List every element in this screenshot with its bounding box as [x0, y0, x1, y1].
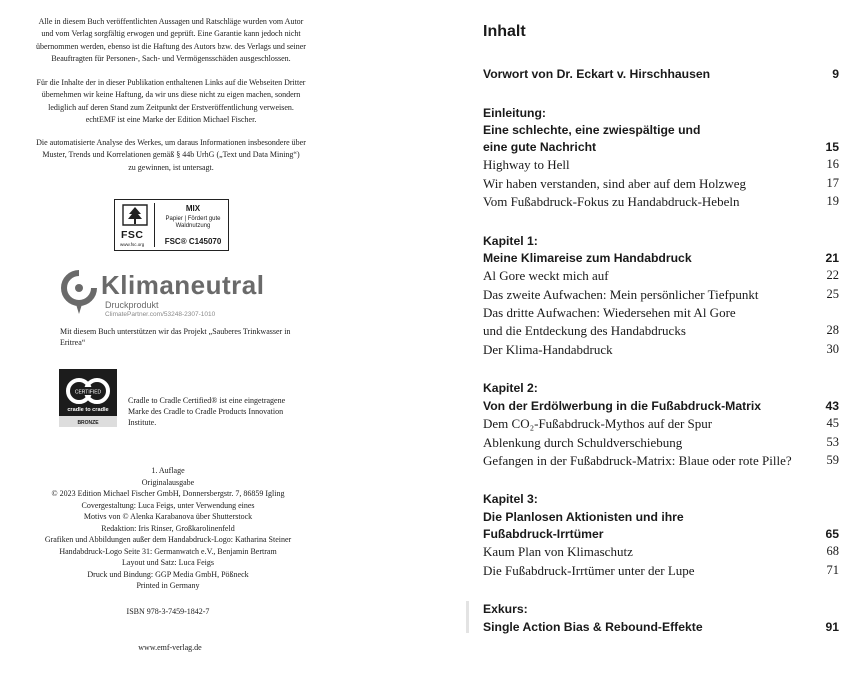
toc-entry-page: 59: [826, 453, 839, 467]
toc-entry-title: Single Action Bias & Rebound-Effekte: [483, 620, 703, 634]
c2c-trademark-note: Cradle to Cradle Certified® ist eine eingetragene Marke des Cradle to Cradle Products Innovation Institute.: [128, 396, 286, 427]
toc-entry: [483, 323, 839, 341]
toc-entry-title: Kapitel 3:: [483, 492, 538, 506]
klimaneutral-title: Klimaneutral: [101, 270, 265, 300]
credit-line: Printed in Germany: [136, 581, 200, 590]
toc-entry-title: Das dritte Aufwachen: Wiedersehen mit Al Gore: [483, 305, 736, 320]
toc-entry-title: Kapitel 2:: [483, 381, 538, 395]
toc-entry: [483, 492, 839, 510]
fsc-label: FSC: [121, 229, 144, 241]
credit-line: Druck und Bindung: GGP Media GmbH, Pößneck: [87, 569, 249, 579]
c2c-certified-label: CERTIFIED: [74, 389, 102, 396]
text-line: Muster, Trends und Korrelationen gemäß § 44b UrhG („Text und Data Mining“): [42, 150, 300, 160]
toc-entry-page: 19: [826, 194, 839, 208]
toc-entry: [483, 602, 839, 620]
toc-entry-title: Die Planlosen Aktionisten und ihre: [483, 510, 684, 524]
toc-page: [470, 0, 844, 675]
toc-entry-title: Die Fußabdruck-Irrtümer unter der Lupe: [483, 563, 695, 578]
fsc-tree-icon: [120, 203, 150, 227]
toc-entry: [483, 399, 839, 417]
publisher-website: www.emf-verlag.de: [138, 643, 202, 652]
toc-entry-page: 15: [825, 140, 839, 154]
fsc-code: FSC® C145070: [164, 237, 222, 246]
toc-entry-page: 9: [832, 67, 839, 81]
toc-entry-page: 25: [826, 287, 839, 301]
credit-line: Originalausgabe: [141, 477, 195, 487]
toc-entry-page: 45: [826, 416, 839, 430]
toc-entry: [483, 67, 839, 85]
toc-entry-title: und die Entdeckung des Handabdrucks: [483, 323, 686, 338]
toc-entry-page: 28: [826, 323, 839, 337]
cradle-to-cradle-logo: [59, 369, 117, 427]
toc-entry: [483, 453, 839, 471]
toc-entry-page: 16: [826, 157, 839, 171]
fsc-logo: [114, 199, 229, 251]
climate-partner-url: ClimatePartner.com/53248-2307-1010: [105, 311, 216, 318]
text-line: echtEMF ist eine Marke der Edition Michael Fischer.: [85, 114, 257, 124]
toc-entry: [483, 194, 839, 212]
toc-entry: [483, 342, 839, 360]
toc-entry-title: Gefangen in der Fußabdruck-Matrix: Blaue oder rote Pille?: [483, 453, 792, 468]
toc-entry-title: Von der Erdölwerbung in die Fußabdruck-Matrix: [483, 399, 762, 413]
text-line: zu gewinnen, ist untersagt.: [128, 162, 214, 172]
text-line: Die automatisierte Analyse des Werkes, um daraus Informationen insbesondere über: [36, 138, 306, 147]
text-line: lediglich auf deren Stand zum Zeitpunkt der Erstveröffentlichung verweisen.: [48, 102, 294, 112]
toc-entry-page: 68: [826, 544, 839, 558]
fsc-paper-text: Papier | Fördert gute Waldnutzung: [165, 216, 221, 229]
fsc-mix: MIX: [185, 204, 201, 213]
toc-entry: [483, 305, 839, 323]
toc-entry-page: 71: [826, 563, 839, 577]
credit-line: Handabdruck-Logo Seite 31: Germanwatch e.V., Benjamin Bertram: [59, 546, 277, 556]
c2c-level-label: BRONZE: [77, 420, 99, 426]
gutter-mark: [466, 601, 469, 633]
toc-entry-title: Exkurs:: [483, 602, 528, 616]
toc-entry: [483, 140, 839, 158]
toc-entry-title: Al Gore weckt mich auf: [483, 268, 609, 283]
toc-entry: [483, 510, 839, 528]
toc-entry: [483, 620, 839, 638]
toc-entry: [483, 176, 839, 194]
toc-entry-title: Das zweite Aufwachen: Mein persönlicher Tiefpunkt: [483, 287, 759, 302]
climate-partner-icon: [61, 270, 97, 316]
credit-line: © 2023 Edition Michael Fischer GmbH, Donnersbergstr. 7, 86859 Igling: [51, 489, 285, 498]
imprint-page: [0, 0, 350, 675]
toc-entry: [483, 234, 839, 252]
toc-entry-page: 91: [825, 620, 839, 634]
credit-line: Grafiken und Abbildungen außer dem Handabdruck-Logo: Katharina Steiner: [44, 535, 292, 544]
toc-entry-title: Meine Klimareise zum Handabdruck: [483, 251, 692, 265]
toc-entry: [483, 544, 839, 562]
toc-entry: [483, 123, 839, 141]
c2c-brand-label: cradle to cradle: [67, 407, 109, 413]
credit-line: Layout und Satz: Luca Feigs: [122, 558, 214, 567]
credit-line: Redaktion: Iris Rinser, Großkarolinenfeld: [101, 523, 235, 533]
disclaimer-liability: [4, 16, 338, 65]
toc-entry-title: eine gute Nachricht: [483, 140, 597, 154]
toc-entry: [483, 416, 839, 434]
klimaneutral-subtitle: Druckprodukt: [105, 300, 159, 310]
toc-entry-page: 22: [826, 268, 839, 282]
toc-entry-title: Vorwort von Dr. Eckart v. Hirschhausen: [483, 67, 711, 81]
credits: [0, 465, 336, 592]
toc-entry-page: 53: [826, 435, 839, 449]
toc-entry-page: 30: [826, 342, 839, 356]
toc-entry-title: Der Klima-Handabdruck: [483, 342, 613, 357]
support-note: Mit diesem Buch unterstützen wir das Projekt „Sauberes Trinkwasser in Eritrea“: [60, 327, 291, 347]
disclaimer-links: [4, 77, 338, 126]
toc-entry-page: 17: [826, 176, 839, 190]
toc-entry-title: Einleitung:: [483, 106, 546, 120]
toc-entry-page: 21: [825, 251, 839, 265]
toc-entry: [483, 381, 839, 399]
text-line: übernehmen wir keine Haftung, da wir uns diese nicht zu eigen machen, sondern: [41, 90, 301, 100]
toc-entry-title: Eine schlechte, eine zwiespältige und: [483, 123, 701, 137]
toc-entry-title: Kapitel 1:: [483, 234, 538, 248]
toc-entry: [483, 106, 839, 124]
text-line: Beauftragten für Personen-, Sach- und Vermögensschäden ausgeschlossen.: [51, 53, 291, 63]
text-line: und vom Verlag sorgfältig erwogen und geprüft. Eine Garantie kann jedoch nicht: [41, 29, 301, 39]
toc-title: Inhalt: [483, 23, 526, 40]
divider: [154, 203, 155, 247]
toc-entry-page: 65: [825, 527, 839, 541]
toc-entry: [483, 435, 839, 453]
toc-entry: [483, 287, 839, 305]
toc-entry-title: Ablenkung durch Schuldverschiebung: [483, 435, 683, 450]
credit-line: Covergestaltung: Luca Feigs, unter Verwendung eines: [81, 500, 255, 510]
text-line: Alle in diesem Buch veröffentlichten Aussagen und Ratschläge wurden vom Autor: [38, 17, 304, 26]
isbn: ISBN 978-3-7459-1842-7: [126, 607, 210, 616]
toc-entry: [483, 251, 839, 269]
text-line: übernommen werden, ebenso ist die Haftung des Autors bzw. des Verlags und seiner: [36, 41, 306, 51]
toc-entry: [483, 563, 839, 581]
toc-entry-title: Fußabdruck-Irrtümer: [483, 527, 604, 541]
toc-entry: [483, 268, 839, 286]
credit-line: 1. Auflage: [151, 466, 185, 475]
disclaimer-tdm: [4, 137, 338, 174]
fsc-url: www.fsc.org: [120, 242, 145, 247]
toc-entry-page: 43: [825, 399, 839, 413]
toc-entry: [483, 157, 839, 175]
text-line: Für die Inhalte der in dieser Publikation enthaltenen Links auf die Webseiten Dritter: [36, 78, 306, 87]
toc-entry-title: Wir haben verstanden, sind aber auf dem Holzweg: [483, 176, 746, 191]
credit-line: Motivs von © Alenka Karabanova über Shutterstock: [83, 512, 253, 521]
toc-entry-title: Vom Fußabdruck-Fokus zu Handabdruck-Hebeln: [483, 194, 740, 209]
toc-entry: [483, 527, 839, 545]
toc-entry-title: Dem CO₂-Fußabdruck-Mythos auf der Spur: [483, 416, 713, 431]
toc-entry-title: Highway to Hell: [483, 157, 570, 172]
toc-entry-title: Kaum Plan von Klimaschutz: [483, 544, 633, 559]
